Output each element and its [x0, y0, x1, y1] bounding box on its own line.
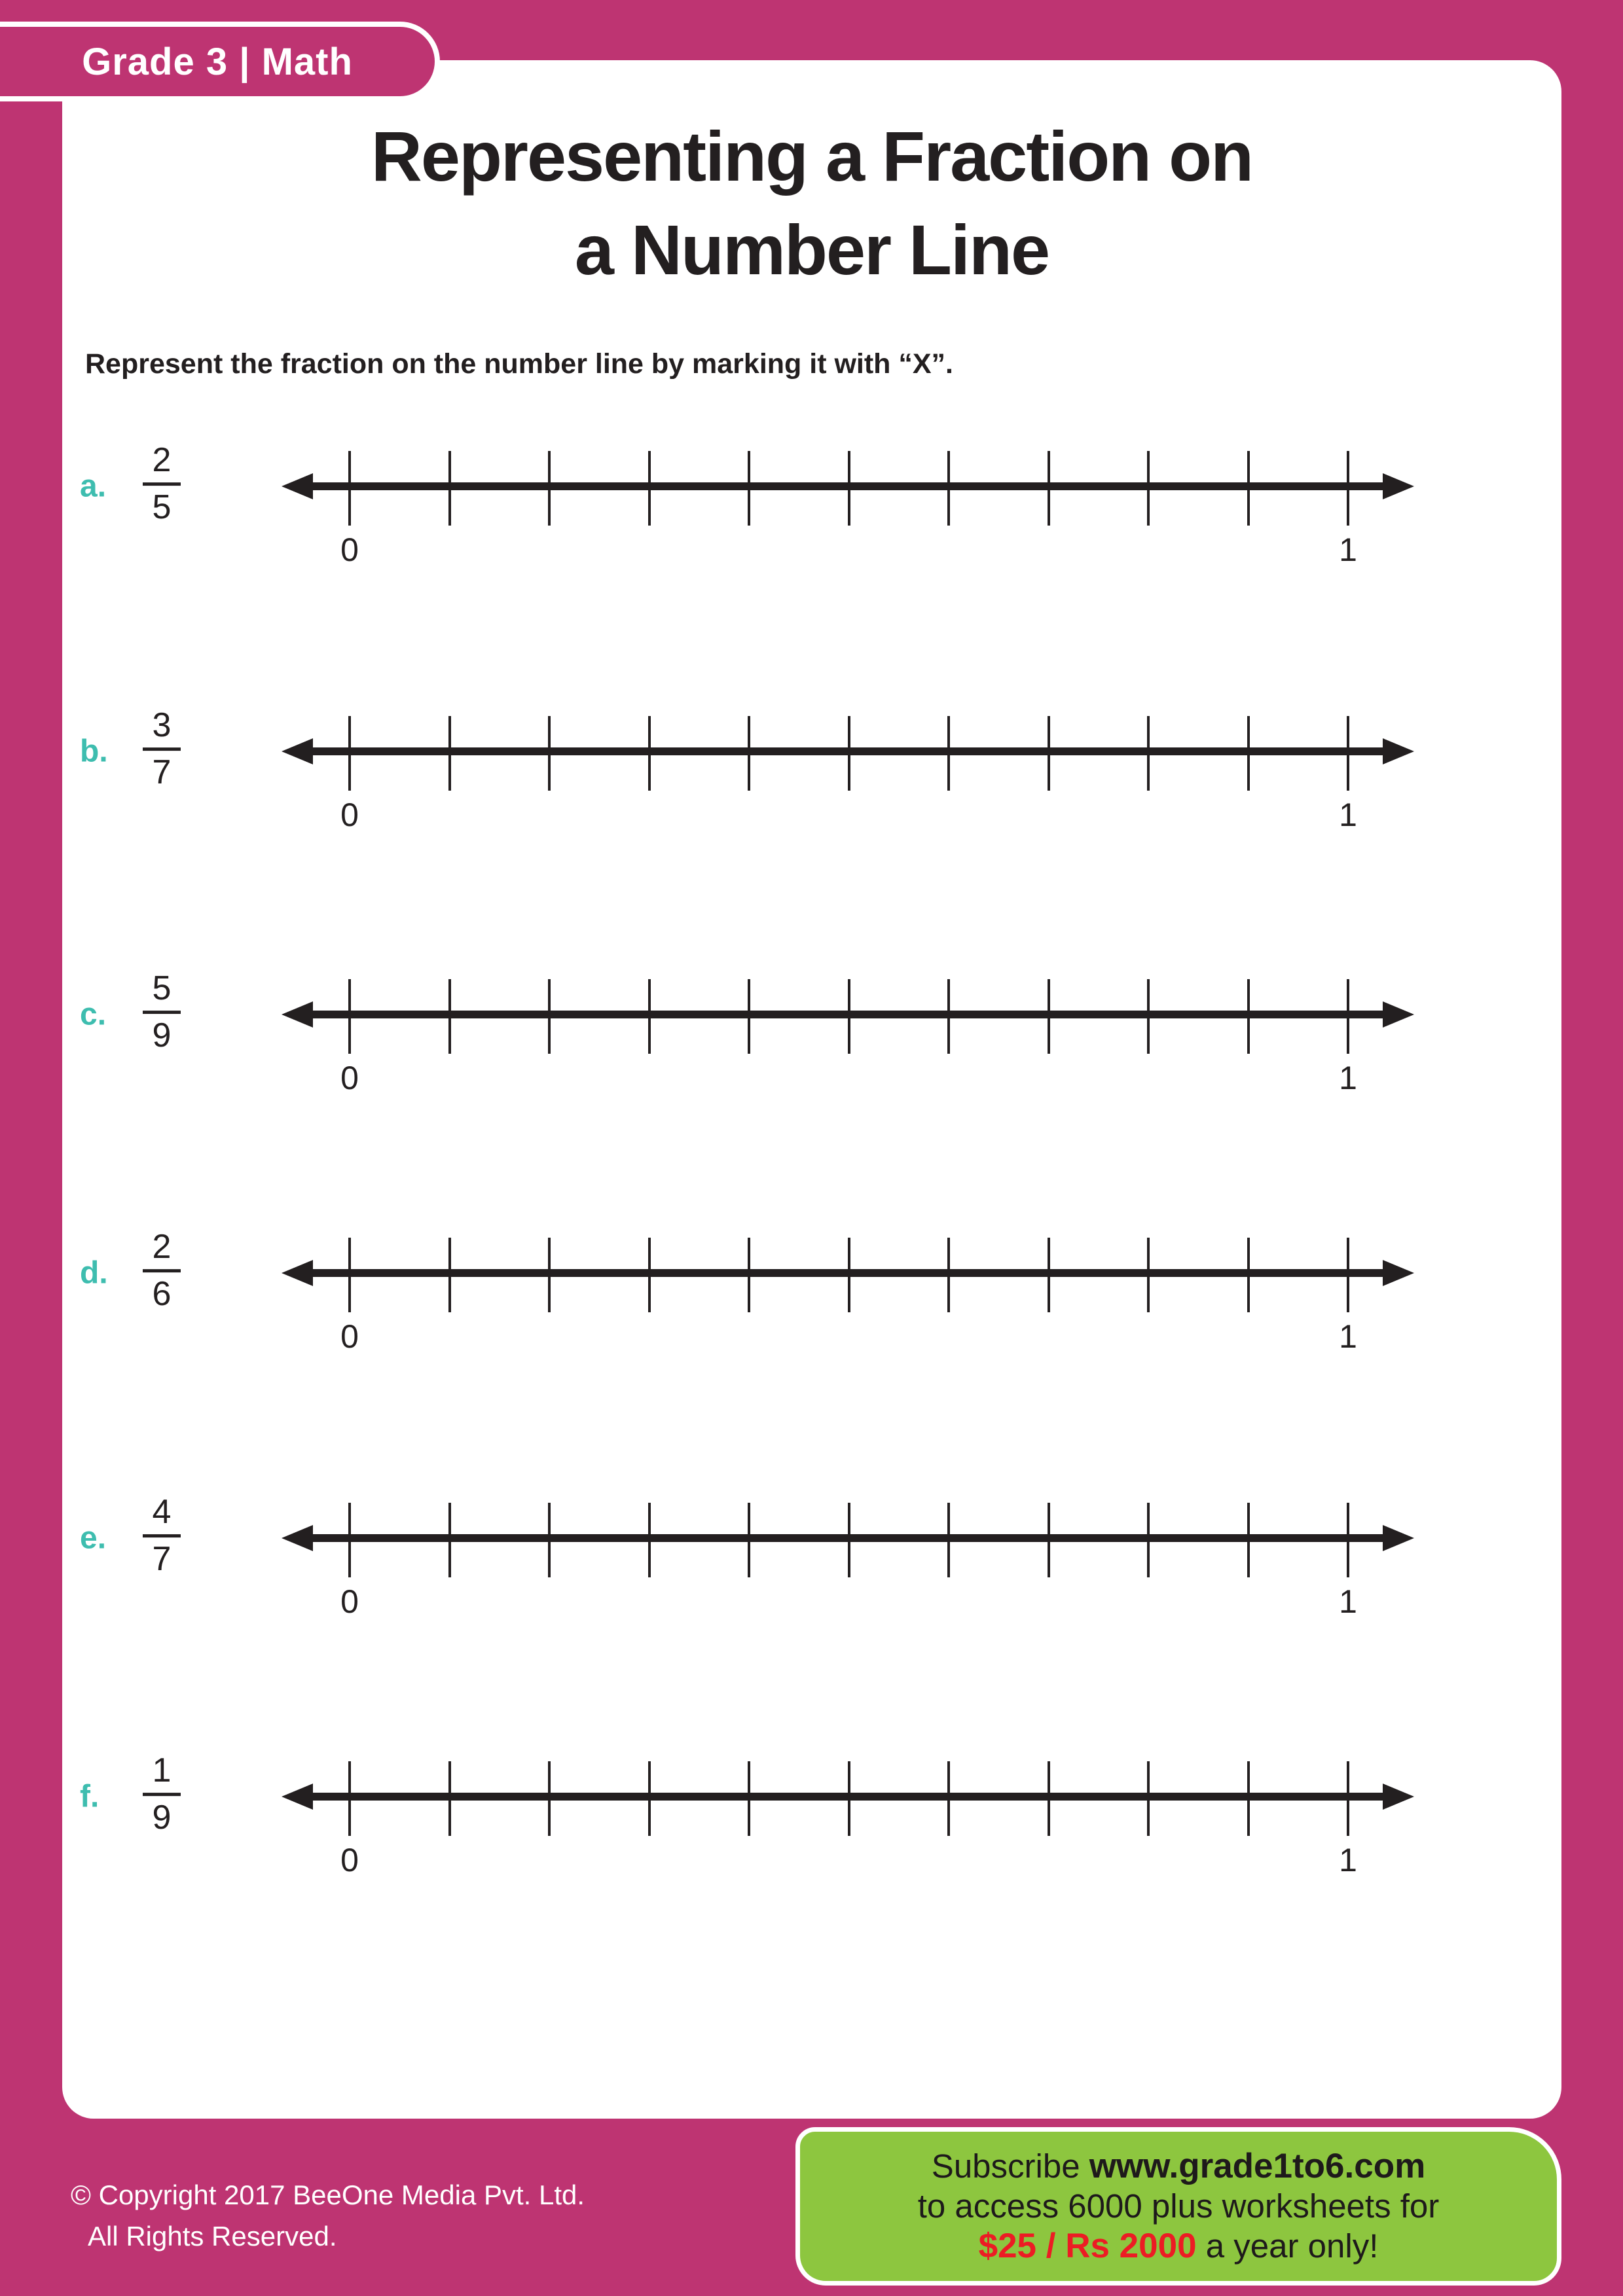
tick-mark [448, 451, 451, 526]
problem-row [0, 1175, 1623, 1371]
tick-marks [350, 916, 1348, 1113]
tick-mark [848, 1238, 850, 1312]
fraction-numerator: 3 [152, 706, 172, 745]
tick-mark [648, 1761, 651, 1836]
fraction-denominator: 5 [152, 488, 172, 526]
tick-mark [548, 716, 551, 791]
tick-marks [350, 1175, 1348, 1371]
tick-mark [947, 716, 950, 791]
fraction-numerator: 2 [152, 441, 172, 480]
fraction [133, 1494, 191, 1577]
fraction [133, 1229, 191, 1312]
tick-mark [748, 1238, 750, 1312]
problem-row [0, 1440, 1623, 1636]
page-title [62, 110, 1561, 296]
copyright-text [71, 2174, 585, 2257]
right-arrowhead-icon [1383, 1001, 1414, 1028]
right-arrowhead-icon [1383, 1525, 1414, 1551]
tick-mark [947, 1761, 950, 1836]
tick-mark [648, 451, 651, 526]
number-line[interactable] [282, 1440, 1414, 1636]
number-line[interactable] [282, 1175, 1414, 1371]
tick-mark [1048, 1761, 1050, 1836]
tick-mark [1147, 979, 1150, 1054]
fraction-bar [143, 1269, 181, 1272]
zero-label: 0 [340, 531, 359, 568]
tick-mark [947, 1238, 950, 1312]
number-line[interactable] [282, 1698, 1414, 1895]
fraction-denominator: 9 [152, 1016, 172, 1054]
problem-row [0, 653, 1623, 850]
subscribe-line1 [932, 2147, 1425, 2186]
fraction-numerator: 2 [152, 1228, 172, 1266]
number-line[interactable] [282, 388, 1414, 584]
tick-marks [350, 653, 1348, 850]
tick-mark [1147, 451, 1150, 526]
tick-mark [1347, 716, 1349, 791]
zero-label: 0 [340, 1583, 359, 1620]
left-arrowhead-icon [282, 738, 313, 764]
tick-mark [947, 1503, 950, 1577]
tick-mark [1147, 1503, 1150, 1577]
tick-mark [748, 1761, 750, 1836]
fraction [133, 442, 191, 525]
tick-mark [648, 1503, 651, 1577]
subscribe-price: $25 / Rs 2000 [978, 2227, 1197, 2266]
tick-mark [1048, 979, 1050, 1054]
one-label: 1 [1339, 1583, 1357, 1620]
tick-mark [1247, 1761, 1250, 1836]
tick-mark [1347, 451, 1349, 526]
tick-mark [648, 716, 651, 791]
tick-mark [448, 979, 451, 1054]
tick-mark [348, 1761, 351, 1836]
tick-mark [1147, 1238, 1150, 1312]
right-arrowhead-icon [1383, 738, 1414, 764]
tick-mark [848, 716, 850, 791]
copyright-line1: © Copyright 2017 BeeOne Media Pvt. Ltd. [71, 2179, 585, 2210]
tick-mark [348, 451, 351, 526]
tick-mark [1247, 1503, 1250, 1577]
fraction-numerator: 4 [152, 1493, 172, 1532]
tick-mark [1347, 979, 1349, 1054]
copyright-line2: All Rights Reserved. [88, 2221, 337, 2251]
fraction-numerator: 1 [152, 1751, 172, 1790]
tick-mark [848, 1761, 850, 1836]
tick-mark [1347, 1761, 1349, 1836]
tick-mark [1347, 1238, 1349, 1312]
page-title-line1: Representing a Fraction on [371, 117, 1253, 196]
one-label: 1 [1339, 797, 1357, 833]
one-label: 1 [1339, 531, 1357, 568]
fraction-denominator: 7 [152, 753, 172, 791]
right-arrowhead-icon [1383, 1260, 1414, 1286]
fraction-bar [143, 1534, 181, 1537]
subscribe-site-link[interactable]: www.grade1to6.com [1089, 2146, 1426, 2185]
tick-marks [350, 1698, 1348, 1895]
problem-letter: e. [80, 1520, 107, 1556]
tick-mark [1347, 1503, 1349, 1577]
instructions-text: Represent the fraction on the number line by marking it with “X”. [85, 348, 954, 380]
fraction-bar [143, 747, 181, 751]
tick-mark [348, 979, 351, 1054]
fraction-bar [143, 1011, 181, 1014]
subscribe-suffix: a year only! [1196, 2227, 1379, 2265]
tick-mark [548, 451, 551, 526]
tick-mark [448, 716, 451, 791]
problem-letter: f. [80, 1779, 100, 1814]
subscribe-prefix: Subscribe [931, 2147, 1089, 2185]
tick-mark [1147, 716, 1150, 791]
tick-mark [348, 716, 351, 791]
fraction [133, 971, 191, 1053]
subscribe-banner[interactable] [795, 2127, 1561, 2286]
fraction-bar [143, 482, 181, 486]
tick-mark [947, 979, 950, 1054]
problem-letter: d. [80, 1255, 108, 1291]
tick-mark [1247, 1238, 1250, 1312]
right-arrowhead-icon [1383, 473, 1414, 499]
fraction [133, 1753, 191, 1835]
one-label: 1 [1339, 1060, 1357, 1096]
tick-mark [548, 1238, 551, 1312]
problem-letter: b. [80, 734, 108, 769]
grade-subject-label: Grade 3 | Math [82, 40, 353, 83]
tick-marks [350, 1440, 1348, 1636]
tick-mark [1247, 979, 1250, 1054]
tick-mark [848, 979, 850, 1054]
zero-label: 0 [340, 797, 359, 833]
zero-label: 0 [340, 1842, 359, 1878]
tick-mark [1048, 1503, 1050, 1577]
tick-marks [350, 388, 1348, 584]
tick-mark [1048, 716, 1050, 791]
tick-mark [1048, 1238, 1050, 1312]
fraction [133, 708, 191, 790]
left-arrowhead-icon [282, 1525, 313, 1551]
tick-mark [448, 1238, 451, 1312]
tick-mark [348, 1503, 351, 1577]
tick-mark [548, 1503, 551, 1577]
tick-mark [548, 1761, 551, 1836]
tick-mark [848, 1503, 850, 1577]
tick-mark [748, 979, 750, 1054]
fraction-denominator: 6 [152, 1274, 172, 1313]
left-arrowhead-icon [282, 1784, 313, 1810]
left-arrowhead-icon [282, 1260, 313, 1286]
number-line[interactable] [282, 916, 1414, 1113]
tick-mark [748, 451, 750, 526]
problem-letter: c. [80, 997, 107, 1032]
zero-label: 0 [340, 1060, 359, 1096]
tick-mark [1247, 716, 1250, 791]
tick-mark [1247, 451, 1250, 526]
grade-subject-badge [0, 22, 440, 101]
page-title-line2: a Number Line [574, 209, 1049, 289]
tick-mark [548, 979, 551, 1054]
tick-mark [748, 1503, 750, 1577]
fraction-denominator: 7 [152, 1539, 172, 1578]
tick-mark [848, 451, 850, 526]
zero-label: 0 [340, 1318, 359, 1355]
right-arrowhead-icon [1383, 1784, 1414, 1810]
subscribe-line2: to access 6000 plus worksheets for [917, 2187, 1440, 2225]
fraction-numerator: 5 [152, 969, 172, 1008]
fraction-bar [143, 1793, 181, 1796]
problem-letter: a. [80, 469, 107, 504]
tick-mark [648, 979, 651, 1054]
one-label: 1 [1339, 1842, 1357, 1878]
subscribe-line3 [979, 2227, 1379, 2266]
tick-mark [748, 716, 750, 791]
problem-row [0, 388, 1623, 584]
left-arrowhead-icon [282, 1001, 313, 1028]
one-label: 1 [1339, 1318, 1357, 1355]
tick-mark [648, 1238, 651, 1312]
tick-mark [1147, 1761, 1150, 1836]
tick-mark [1048, 451, 1050, 526]
tick-mark [348, 1238, 351, 1312]
number-line[interactable] [282, 653, 1414, 850]
tick-mark [448, 1761, 451, 1836]
fraction-denominator: 9 [152, 1798, 172, 1837]
left-arrowhead-icon [282, 473, 313, 499]
tick-mark [448, 1503, 451, 1577]
tick-mark [947, 451, 950, 526]
problem-row [0, 916, 1623, 1113]
problem-row [0, 1698, 1623, 1895]
